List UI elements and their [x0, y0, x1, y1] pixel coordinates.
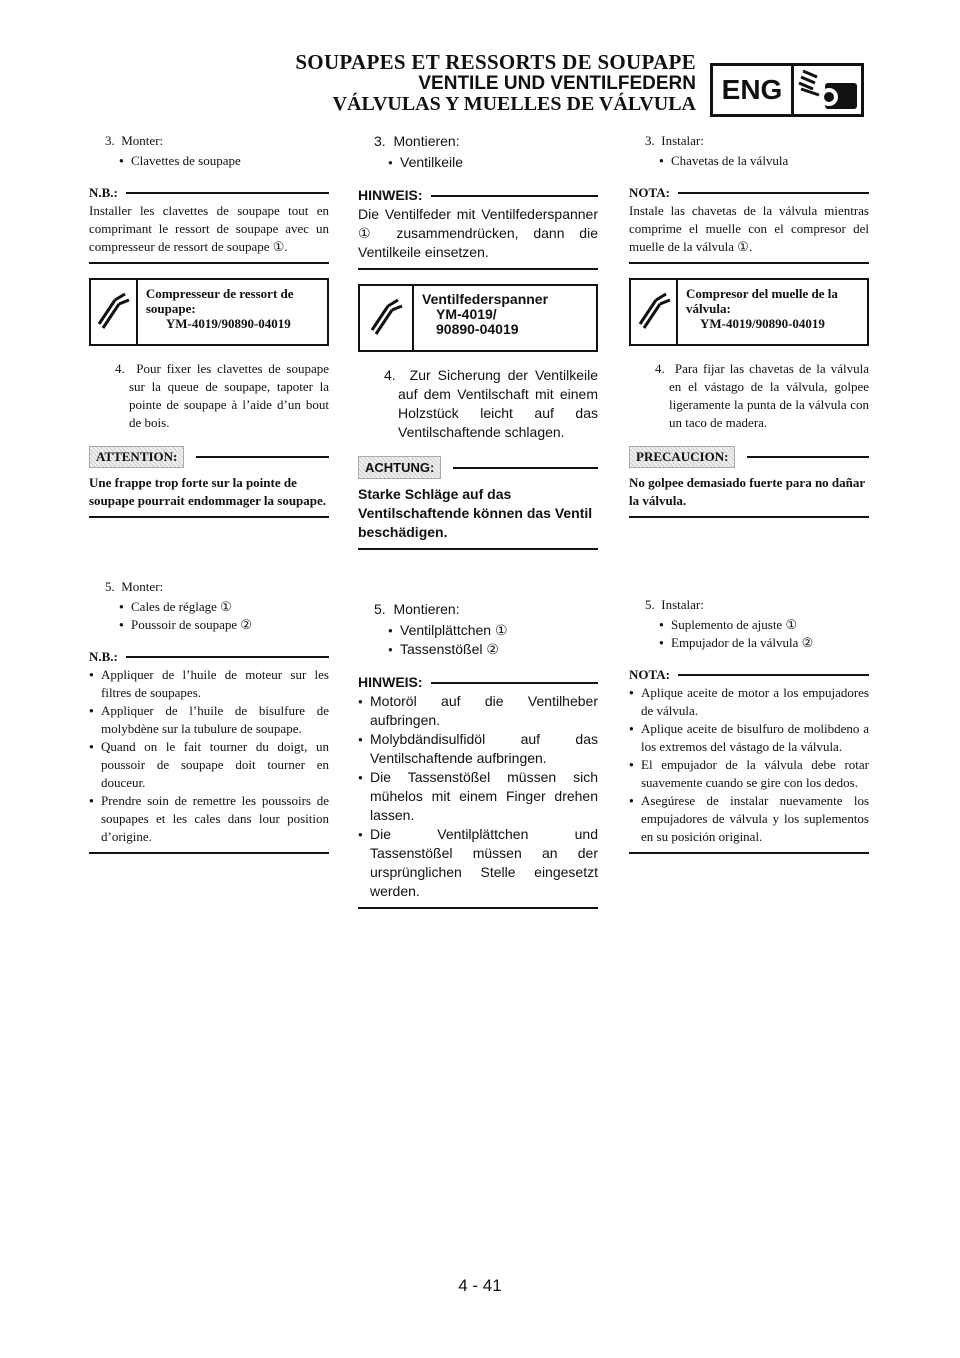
- es-bullet: ● Aplique aceite de motor a los empujadores de válvula.: [629, 684, 869, 720]
- de-step-5-item-2: ● Tassenstößel ②: [358, 640, 598, 659]
- page-number: 4 - 41: [458, 1276, 502, 1295]
- fr-note-1-text: Installer les clavettes de soupape tout en comprimant le ressort de soupape avec un compresseur de ressort de soupape ①.: [89, 203, 329, 254]
- fr-bullet: ● Appliquer de l’huile de moteur sur les filtres de soupapes.: [89, 666, 329, 702]
- es-bullet: ● Aplique aceite de bisulfuro de molibdeno a los extremos del vástago de la válvula.: [629, 720, 869, 756]
- note-label: N.B.:: [89, 649, 118, 664]
- es-note-1-text: Instale las chavetas de la válvula mientras comprime el muelle con el compresor del muelle de la válvula ①.: [629, 203, 869, 254]
- fr-attention-text: Une frappe trop forte sur la pointe de soupape pourrait endommager la soupape.: [89, 475, 327, 508]
- column-es: [629, 132, 869, 854]
- precaucion-label: PRECAUCION:: [629, 446, 735, 468]
- fr-tool-number: YM-4019/90890-04019: [165, 316, 291, 331]
- fr-attention: [89, 446, 329, 468]
- de-step-5: 5. Montieren:: [374, 601, 460, 617]
- es-tool-name: Compresor del muelle de la válvula:: [686, 286, 838, 316]
- wrench-icon: [631, 280, 678, 344]
- fr-tool-box: [89, 278, 329, 346]
- es-step-4: 4. Para fijar las chavetas de la válvula en el vástago de la válvula, golpee ligeramente la punta de la válvula con un taco de madera.: [655, 361, 869, 430]
- es-step-5-item-2: ● Empujador de la válvula ②: [629, 634, 869, 652]
- note-label: NOTA:: [629, 667, 670, 682]
- de-bullet: ● Die Tassenstößel müssen sich mühelos mit einem Finger drehen lassen.: [358, 768, 598, 825]
- header-de: VENTILE UND VENTILFEDERN: [418, 73, 696, 94]
- de-step-3-item: ● Ventilkeile: [358, 153, 598, 172]
- fr-note-2: [89, 648, 329, 666]
- eng-label: ENG: [713, 66, 794, 114]
- de-note-1: [358, 186, 598, 205]
- header-fr: SOUPAPES ET RESSORTS DE SOUPAPE: [295, 50, 696, 74]
- wrench-icon: [91, 280, 138, 344]
- section-header: [295, 52, 696, 115]
- fr-step-3: 3. Monter:: [105, 133, 164, 148]
- de-note-1-text: Die Ventilfeder mit Ventilfederspanner ① zusammendrücken, dann die Ventilkeile einsetzen.: [358, 206, 598, 260]
- de-note-2: [358, 673, 598, 692]
- fr-step-4: 4. Pour fixer les clavettes de soupape sur la queue de soupape, tapoter la pointe de soupape à l’aide d’un bout de bois.: [115, 361, 329, 430]
- es-precaucion-text: No golpee demasiado fuerte para no dañar la válvula.: [629, 475, 865, 508]
- fr-bullet: ● Appliquer de l’huile de bisulfure de molybdène sur la tubulure de soupape.: [89, 702, 329, 738]
- fr-bullet: ● Quand on le fait tourner du doigt, un poussoir de soupape doit tourner en douceur.: [89, 738, 329, 792]
- fr-note-1: [89, 184, 329, 202]
- note-label: NOTA:: [629, 185, 670, 200]
- de-achtung: [358, 456, 598, 479]
- es-bullet: ● Asegúrese de instalar nuevamente los empujadores de válvula y los suplementos en su posición original.: [629, 792, 869, 846]
- es-step-3: 3. Instalar:: [645, 133, 704, 148]
- wrench-icon: [360, 286, 414, 350]
- es-bullet: ● El empujador de la válvula debe rotar suavemente cuando se gire con los dedos.: [629, 756, 869, 792]
- de-tool-name: Ventilfederspanner: [422, 291, 549, 307]
- es-step-5: 5. Instalar:: [645, 597, 704, 612]
- es-step-3-item: ● Chavetas de la válvula: [629, 152, 869, 170]
- de-tool-number: YM-4019/: [436, 306, 497, 322]
- de-tool-box: [358, 284, 598, 352]
- de-achtung-text: Starke Schläge auf das Ventilschaftende können das Ventil beschädigen.: [358, 486, 593, 540]
- fr-step-5-item-1: ● Cales de réglage ①: [89, 598, 329, 616]
- es-step-5-item-1: ● Suplemento de ajuste ①: [629, 616, 869, 634]
- fr-step-3-item: ● Clavettes de soupape: [89, 152, 329, 170]
- es-tool-box: [629, 278, 869, 346]
- de-bullet: ● Molybdändisulfidöl auf das Ventilschaftende aufbringen.: [358, 730, 598, 768]
- achtung-label: ACHTUNG:: [358, 456, 441, 479]
- fr-bullet: ● Prendre soin de remettre les poussoirs de soupapes et les cales dans lour position d’origine.: [89, 792, 329, 846]
- attention-label: ATTENTION:: [89, 446, 184, 468]
- header-es: VÁLVULAS Y MUELLES DE VÁLVULA: [332, 93, 696, 115]
- note-label: N.B.:: [89, 185, 118, 200]
- engine-valve-icon: [794, 66, 861, 114]
- fr-step-5-item-2: ● Poussoir de soupape ②: [89, 616, 329, 634]
- es-note-2: [629, 666, 869, 684]
- de-tool-number-2: 90890-04019: [436, 321, 519, 337]
- de-bullet: ● Motoröl auf die Ventilheber aufbringen.: [358, 692, 598, 730]
- de-bullet: ● Die Ventilplättchen und Tassenstößel müssen an der ursprünglichen Stelle eingesetzt werden.: [358, 825, 598, 901]
- es-precaucion: [629, 446, 869, 468]
- fr-tool-name: Compresseur de ressort de soupape:: [145, 286, 294, 316]
- es-tool-number: YM-4019/90890-04019: [700, 316, 825, 331]
- note-label: HINWEIS:: [358, 187, 423, 203]
- de-step-3: 3. Montieren:: [374, 133, 460, 149]
- fr-step-5: 5. Monter:: [105, 579, 164, 594]
- column-de: [358, 132, 598, 909]
- es-note-1: [629, 184, 869, 202]
- de-step-5-item-1: ● Ventilplättchen ①: [358, 621, 598, 640]
- de-step-4: 4. Zur Sicherung der Ventilkeile auf dem Ventilschaft mit einem Holzstück leicht auf das Ventilschaftende schlagen.: [384, 367, 598, 440]
- note-label: HINWEIS:: [358, 674, 423, 690]
- column-fr: [89, 132, 329, 854]
- eng-badge: [710, 63, 864, 117]
